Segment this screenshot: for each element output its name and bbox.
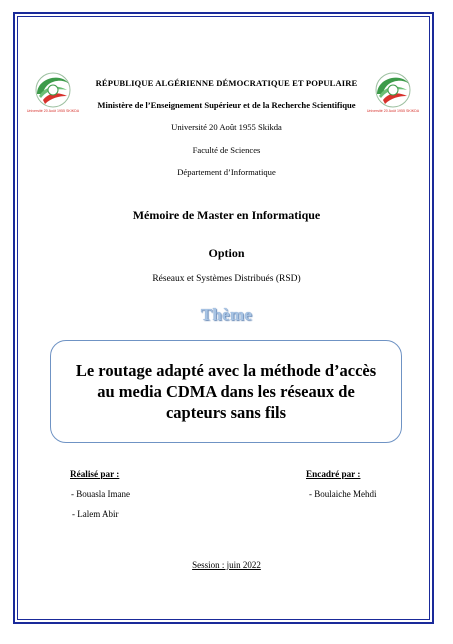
session-date: Session : juin 2022 [192, 560, 261, 570]
republic-heading: RÉPUBLIQUE ALGÉRIENNE DÉMOCRATIQUE ET POPULAIRE [95, 78, 358, 88]
author-name: - Bouasla Imane [71, 489, 130, 499]
thesis-title [66, 360, 386, 423]
supervisor-name: - Boulaiche Mehdi [309, 489, 377, 499]
option-label: Option [208, 246, 245, 260]
thesis-type: Mémoire de Master en Informatique [132, 208, 321, 222]
thesis-title-box [50, 340, 402, 443]
author-name: - Lalem Abir [72, 509, 119, 519]
theme-heading: Thème [200, 305, 253, 324]
thesis-title-line-2: au media CDMA dans les réseaux de [97, 382, 355, 401]
university-name: Université 20 Août 1955 Skikda [171, 122, 282, 132]
supervisor-label: Encadré par : [306, 469, 361, 479]
university-logo-right [367, 66, 419, 118]
authors-label: Réalisé par : [70, 469, 120, 479]
faculty-name: Faculté de Sciences [192, 145, 261, 155]
thesis-title-line-3: capteurs sans fils [165, 403, 287, 422]
thesis-title-line-1: Le routage adapté avec la méthode d’accès [75, 361, 377, 380]
ministry-heading: Ministère de l’Enseignement Supérieur et de la Recherche Scientifique [97, 100, 356, 110]
logo-left-caption: Université 20 Août 1955 SKIKDA [27, 109, 79, 113]
department-name: Département d’Informatique [177, 167, 276, 177]
speciality-name: Réseaux et Systèmes Distribués (RSD) [152, 274, 301, 284]
logo-right-caption: Université 20 Août 1955 SKIKDA [367, 109, 419, 113]
university-logo-left [27, 66, 79, 118]
